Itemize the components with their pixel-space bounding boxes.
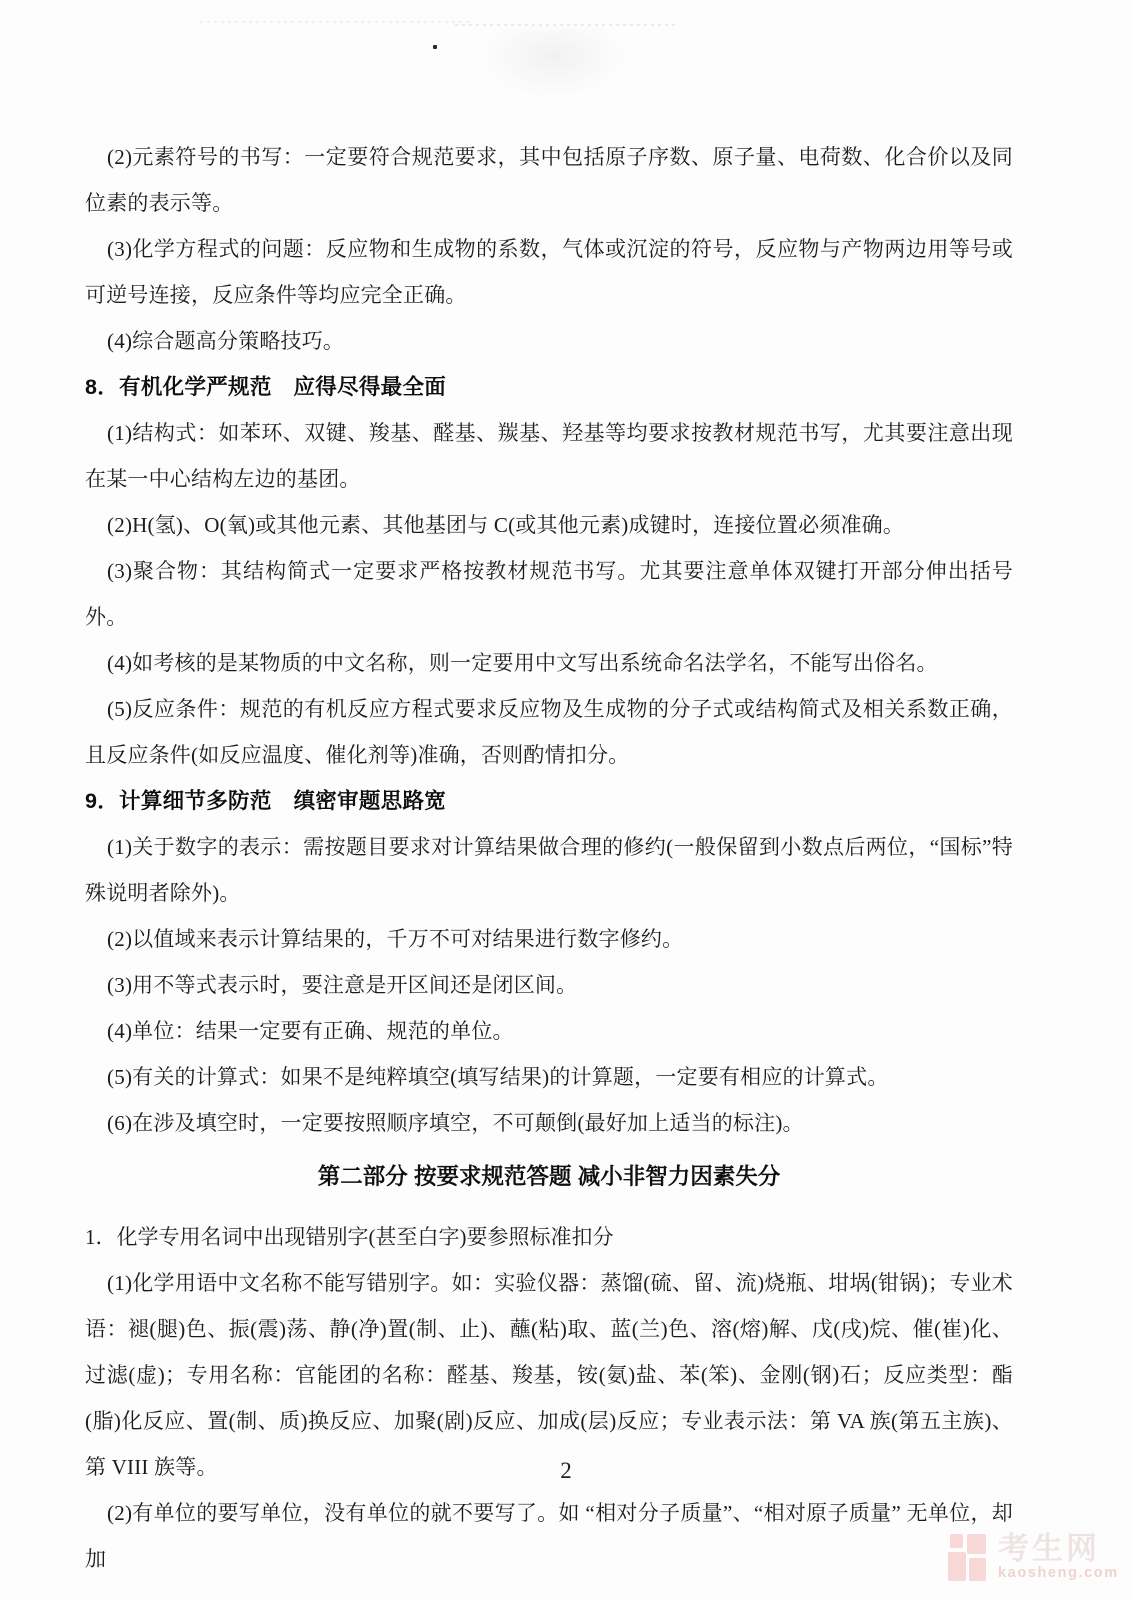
paragraph: (1)化学用语中文名称不能写错别字。如：实验仪器：蒸馏(硫、留、流)烧瓶、坩埚(钳锅)；专业术语：褪(腿)色、振(震)荡、静(净)置(制、止)、蘸(粘)取、蓝(兰)色、溶(熔)解、戊(戌)烷、催(崔)化、过滤(虚)；专用名称：官能团的名称：醛基、羧基，铵(氨)盐、苯(笨)、金刚(钢)石；反应类型：酯(脂)化反应、置(制、质)换反应、加聚(剧)反应、加成(层)反应；专业表示法：第 VA 族(第五主族)、第 VIII 族等。 xyxy=(85,1271,1013,1479)
logo-block xyxy=(967,1534,986,1554)
paragraph: (3)化学方程式的问题：反应物和生成物的系数，气体或沉淀的符号，反应物与产物两边用等号或可逆号连接，反应条件等均应完全正确。 xyxy=(85,237,1013,307)
watermark-site-url: kaosheng.com xyxy=(998,1565,1119,1581)
item-heading: 1．化学专用名词中出现错别字(甚至白字)要参照标准扣分 xyxy=(85,1225,614,1249)
logo-block xyxy=(950,1534,963,1548)
paragraph: (3)聚合物：其结构简式一定要求严格按教材规范书写。尤其要注意单体双键打开部分伸出括号外。 xyxy=(85,559,1013,629)
paragraph: (6)在涉及填空时，一定要按照顺序填空，不可颠倒(最好加上适当的标注)。 xyxy=(107,1111,804,1135)
scan-noise-line xyxy=(455,24,675,26)
scan-speck xyxy=(433,45,437,49)
paragraph: (4)综合题高分策略技巧。 xyxy=(107,329,345,353)
document-body xyxy=(85,134,1013,1582)
paragraph: (1)结构式：如苯环、双键、羧基、醛基、羰基、羟基等均要求按教材规范书写，尤其要注意出现在某一中心结构左边的基团。 xyxy=(85,421,1013,491)
paragraph: (2)有单位的要写单位，没有单位的就不要写了。如 “相对分子质量”、“相对原子质量” 无单位，却加 xyxy=(85,1501,1013,1571)
paragraph: (2)以值域来表示计算结果的，千万不可对结果进行数字修约。 xyxy=(107,927,684,951)
scan-noise-line xyxy=(200,21,470,23)
watermark-site-name: 考生网 xyxy=(998,1531,1100,1566)
section-heading: 9．计算细节多防范 缜密审题思路宽 xyxy=(85,789,447,813)
watermark-text xyxy=(998,1532,1119,1581)
paragraph: (4)如考核的是某物质的中文名称，则一定要用中文写出系统命名法学名，不能写出俗名。 xyxy=(107,651,938,675)
logo-block xyxy=(948,1552,966,1581)
paragraph: (2)元素符号的书写：一定要符合规范要求，其中包括原子序数、原子量、电荷数、化合价以及同位素的表示等。 xyxy=(85,145,1013,215)
logo-block xyxy=(969,1558,986,1581)
part-heading: 第二部分 按要求规范答题 减小非智力因素失分 xyxy=(317,1164,781,1189)
paragraph: (3)用不等式表示时，要注意是开区间还是闭区间。 xyxy=(107,973,578,997)
paragraph: (2)H(氢)、O(氧)或其他元素、其他基团与 C(或其他元素)成键时，连接位置必须准确。 xyxy=(107,513,905,537)
scan-smudge xyxy=(478,28,628,98)
paragraph: (5)反应条件：规范的有机反应方程式要求反应物及生成物的分子式或结构简式及相关系数正确，且反应条件(如反应温度、催化剂等)准确，否则酌情扣分。 xyxy=(85,697,1013,767)
paragraph: (1)关于数字的表示：需按题目要求对计算结果做合理的修约(一般保留到小数点后两位，“国标”特殊说明者除外)。 xyxy=(85,835,1013,905)
kaosheng-logo-icon xyxy=(948,1532,988,1582)
page-number: 2 xyxy=(560,1458,572,1483)
paragraph: (4)单位：结果一定要有正确、规范的单位。 xyxy=(107,1019,514,1043)
section-heading: 8．有机化学严规范 应得尽得最全面 xyxy=(85,375,447,399)
paragraph: (5)有关的计算式：如果不是纯粹填空(填写结果)的计算题，一定要有相应的计算式。 xyxy=(107,1065,889,1089)
watermark xyxy=(948,1532,1119,1582)
